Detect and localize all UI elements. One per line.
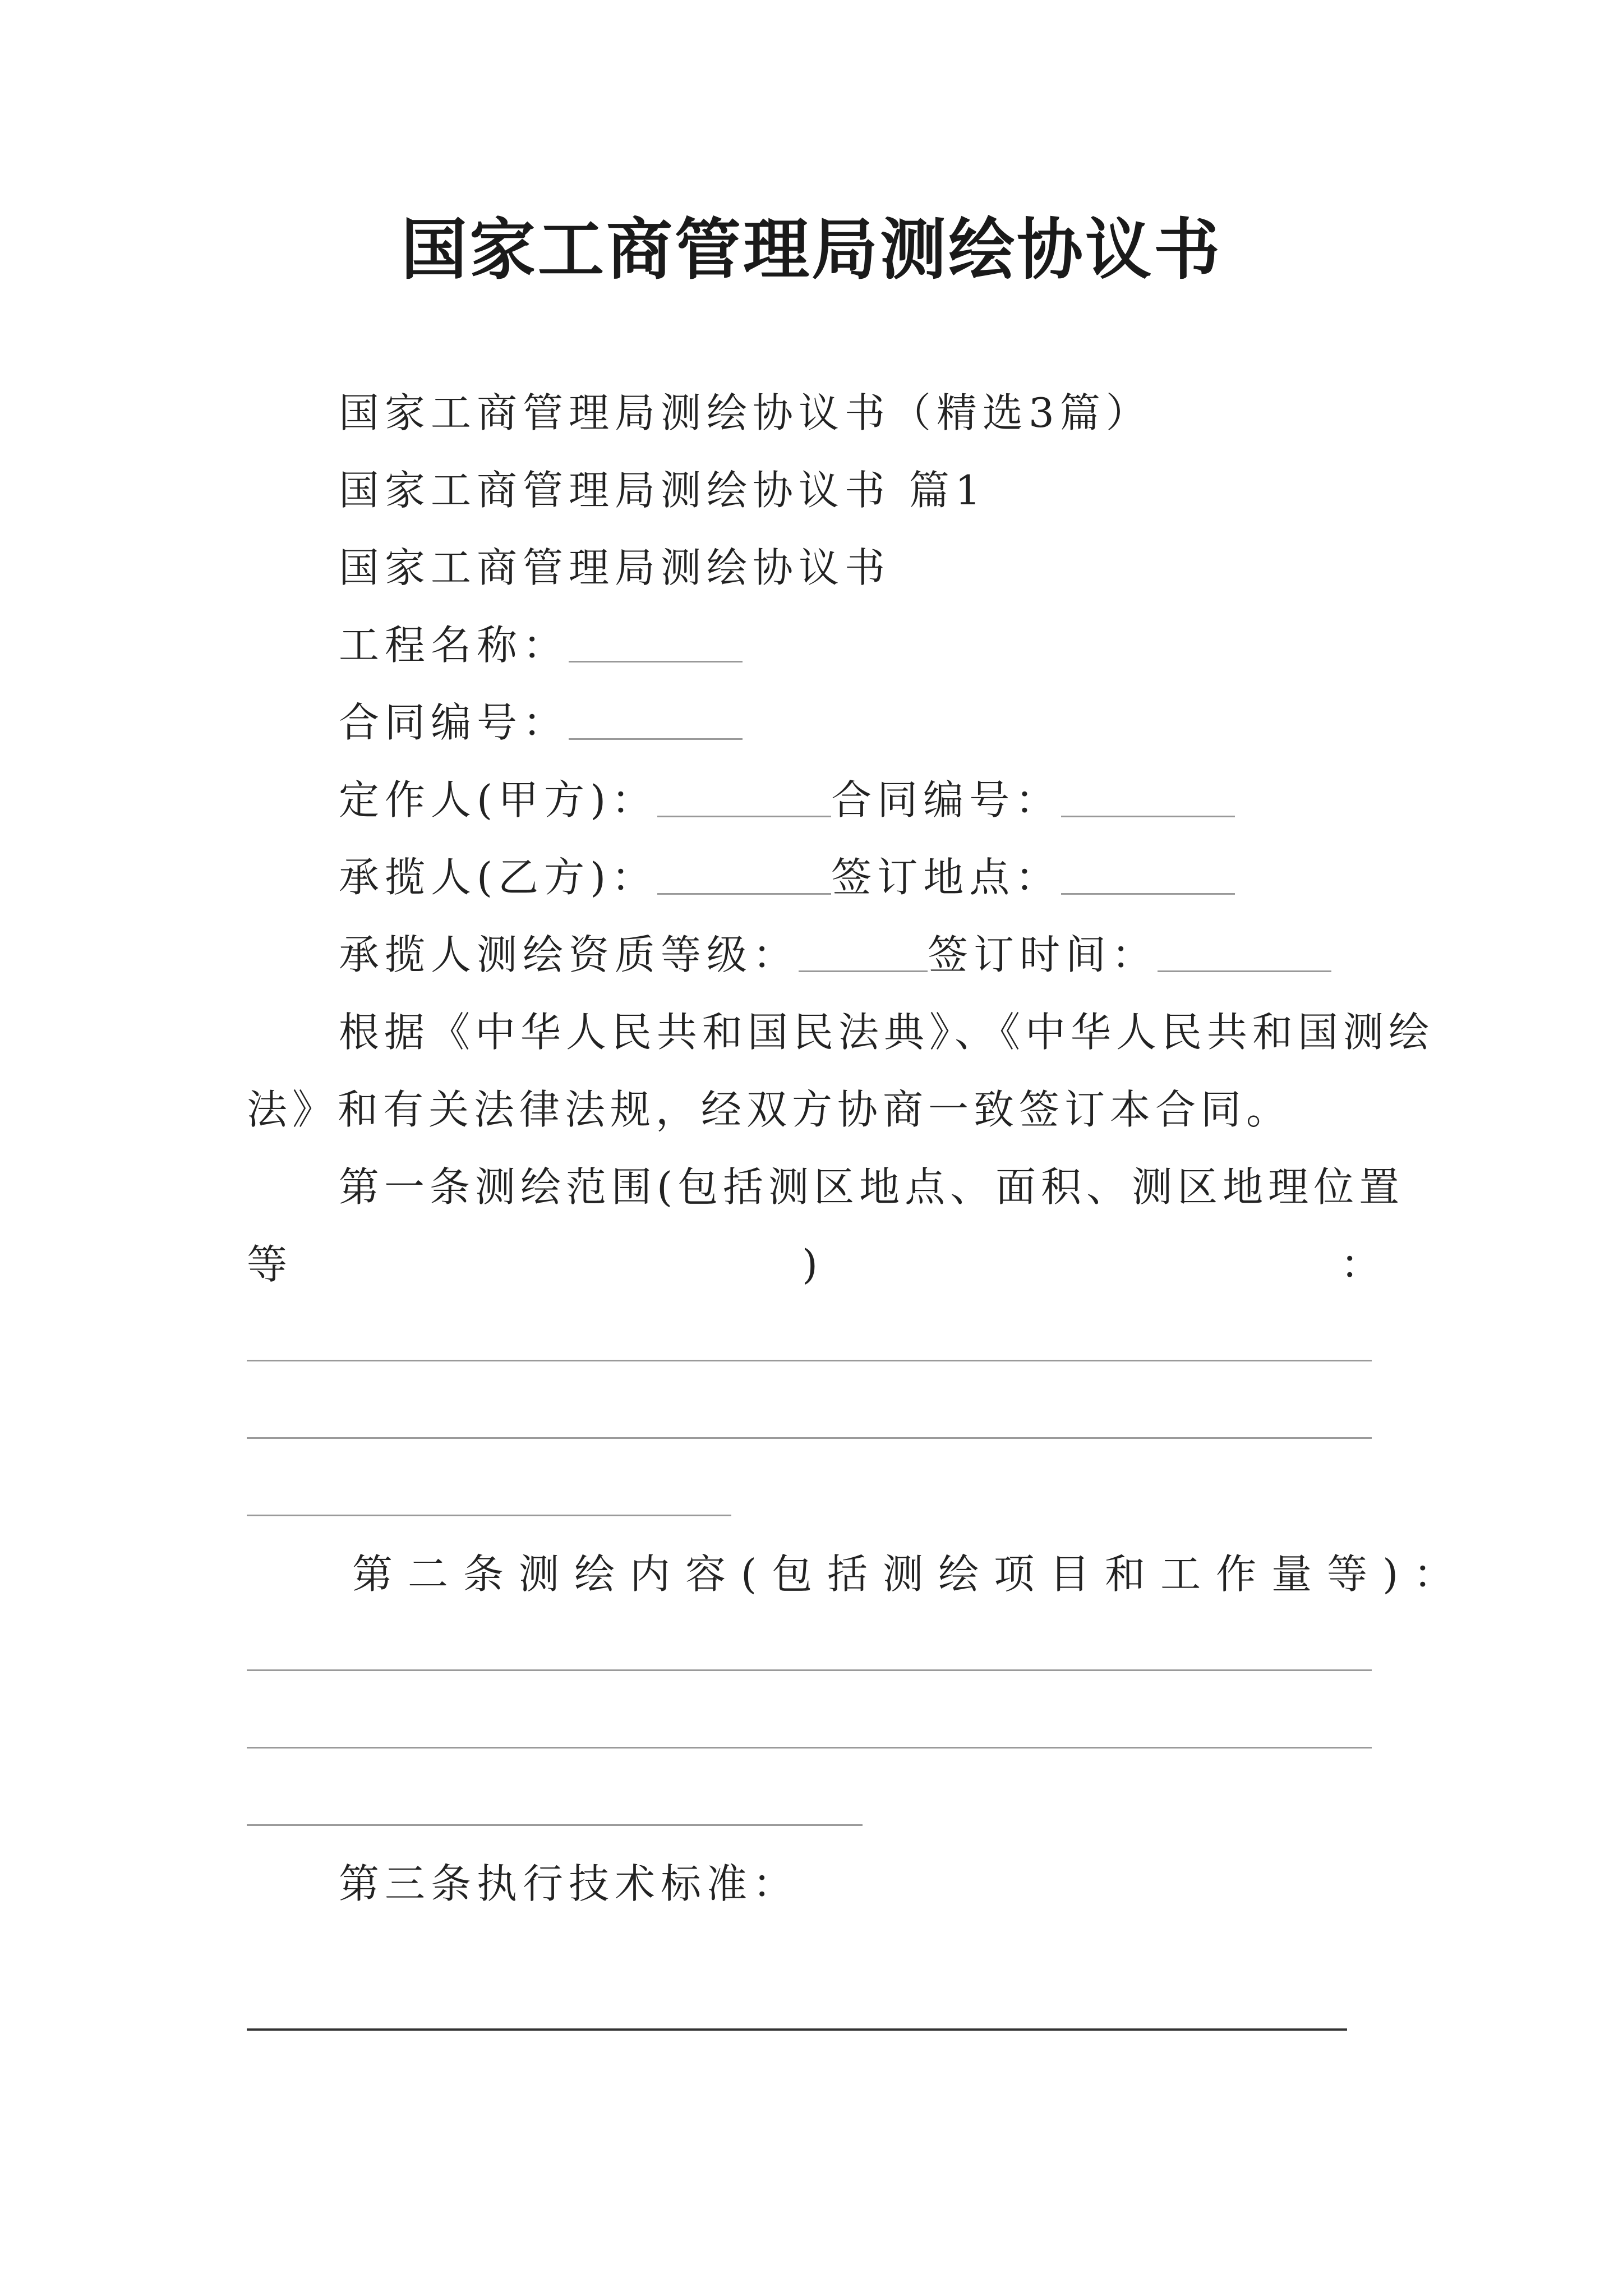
fill-in-line[interactable] bbox=[247, 1747, 1372, 1749]
fill-in-line[interactable] bbox=[247, 1515, 731, 1516]
preamble-line-1: 根据《中华人民共和国民法典》、《中华人民共和国测绘 bbox=[339, 1009, 1435, 1056]
fill-in-line[interactable] bbox=[247, 1437, 1372, 1439]
field-project-name bbox=[339, 622, 743, 669]
fill-in-blank[interactable] bbox=[799, 936, 928, 972]
fill-in-blank[interactable] bbox=[657, 858, 831, 895]
fill-in-line[interactable] bbox=[247, 2028, 1347, 2031]
document-subtitle: 国家工商管理局测绘协议书（精选3篇） bbox=[339, 389, 1152, 436]
field-label: 承揽人测绘资质等级： bbox=[339, 931, 799, 978]
field-party-a-row bbox=[339, 776, 1235, 823]
fill-in-line[interactable] bbox=[247, 1360, 1372, 1361]
article-1-line-1: 第一条测绘范围(包括测区地点、面积、测区地理位置 bbox=[339, 1163, 1405, 1211]
fill-in-blank[interactable] bbox=[1061, 858, 1235, 895]
fill-in-blank[interactable] bbox=[1061, 781, 1235, 817]
field-label: 合同编号： bbox=[831, 776, 1062, 823]
field-contract-no bbox=[339, 699, 743, 746]
fill-in-blank[interactable] bbox=[569, 703, 743, 740]
fill-in-blank[interactable] bbox=[569, 626, 743, 662]
section-heading: 国家工商管理局测绘协议书 篇1 bbox=[339, 467, 986, 514]
document-title: 国家工商管理局测绘协议书 bbox=[400, 210, 1222, 288]
field-label: 定作人(甲方)： bbox=[339, 776, 658, 823]
article-1-part-b: ) bbox=[802, 1241, 818, 1288]
field-label: 工程名称： bbox=[339, 622, 569, 669]
article-3: 第三条执行技术标准： bbox=[339, 1860, 799, 1907]
article-1-part-a: 等 bbox=[247, 1241, 288, 1288]
fill-in-blank[interactable] bbox=[657, 781, 831, 817]
field-label: 承揽人(乙方)： bbox=[339, 854, 658, 901]
fill-in-blank[interactable] bbox=[1158, 936, 1331, 972]
field-label: 签订时间： bbox=[928, 931, 1158, 978]
article-2: 第二条测绘内容(包括测绘项目和工作量等)： bbox=[352, 1550, 1469, 1598]
field-party-b-row bbox=[339, 854, 1235, 901]
preamble-line-2: 法》和有关法律法规，经双方协商一致签订本合同。 bbox=[247, 1086, 1292, 1133]
contract-title: 国家工商管理局测绘协议书 bbox=[339, 544, 891, 591]
field-label: 签订地点： bbox=[831, 854, 1062, 901]
field-label: 合同编号： bbox=[339, 699, 569, 746]
field-qualification-row bbox=[339, 931, 1331, 978]
article-1-part-c: ： bbox=[1340, 1241, 1381, 1288]
fill-in-line[interactable] bbox=[247, 1669, 1372, 1671]
fill-in-line[interactable] bbox=[247, 1824, 863, 1826]
